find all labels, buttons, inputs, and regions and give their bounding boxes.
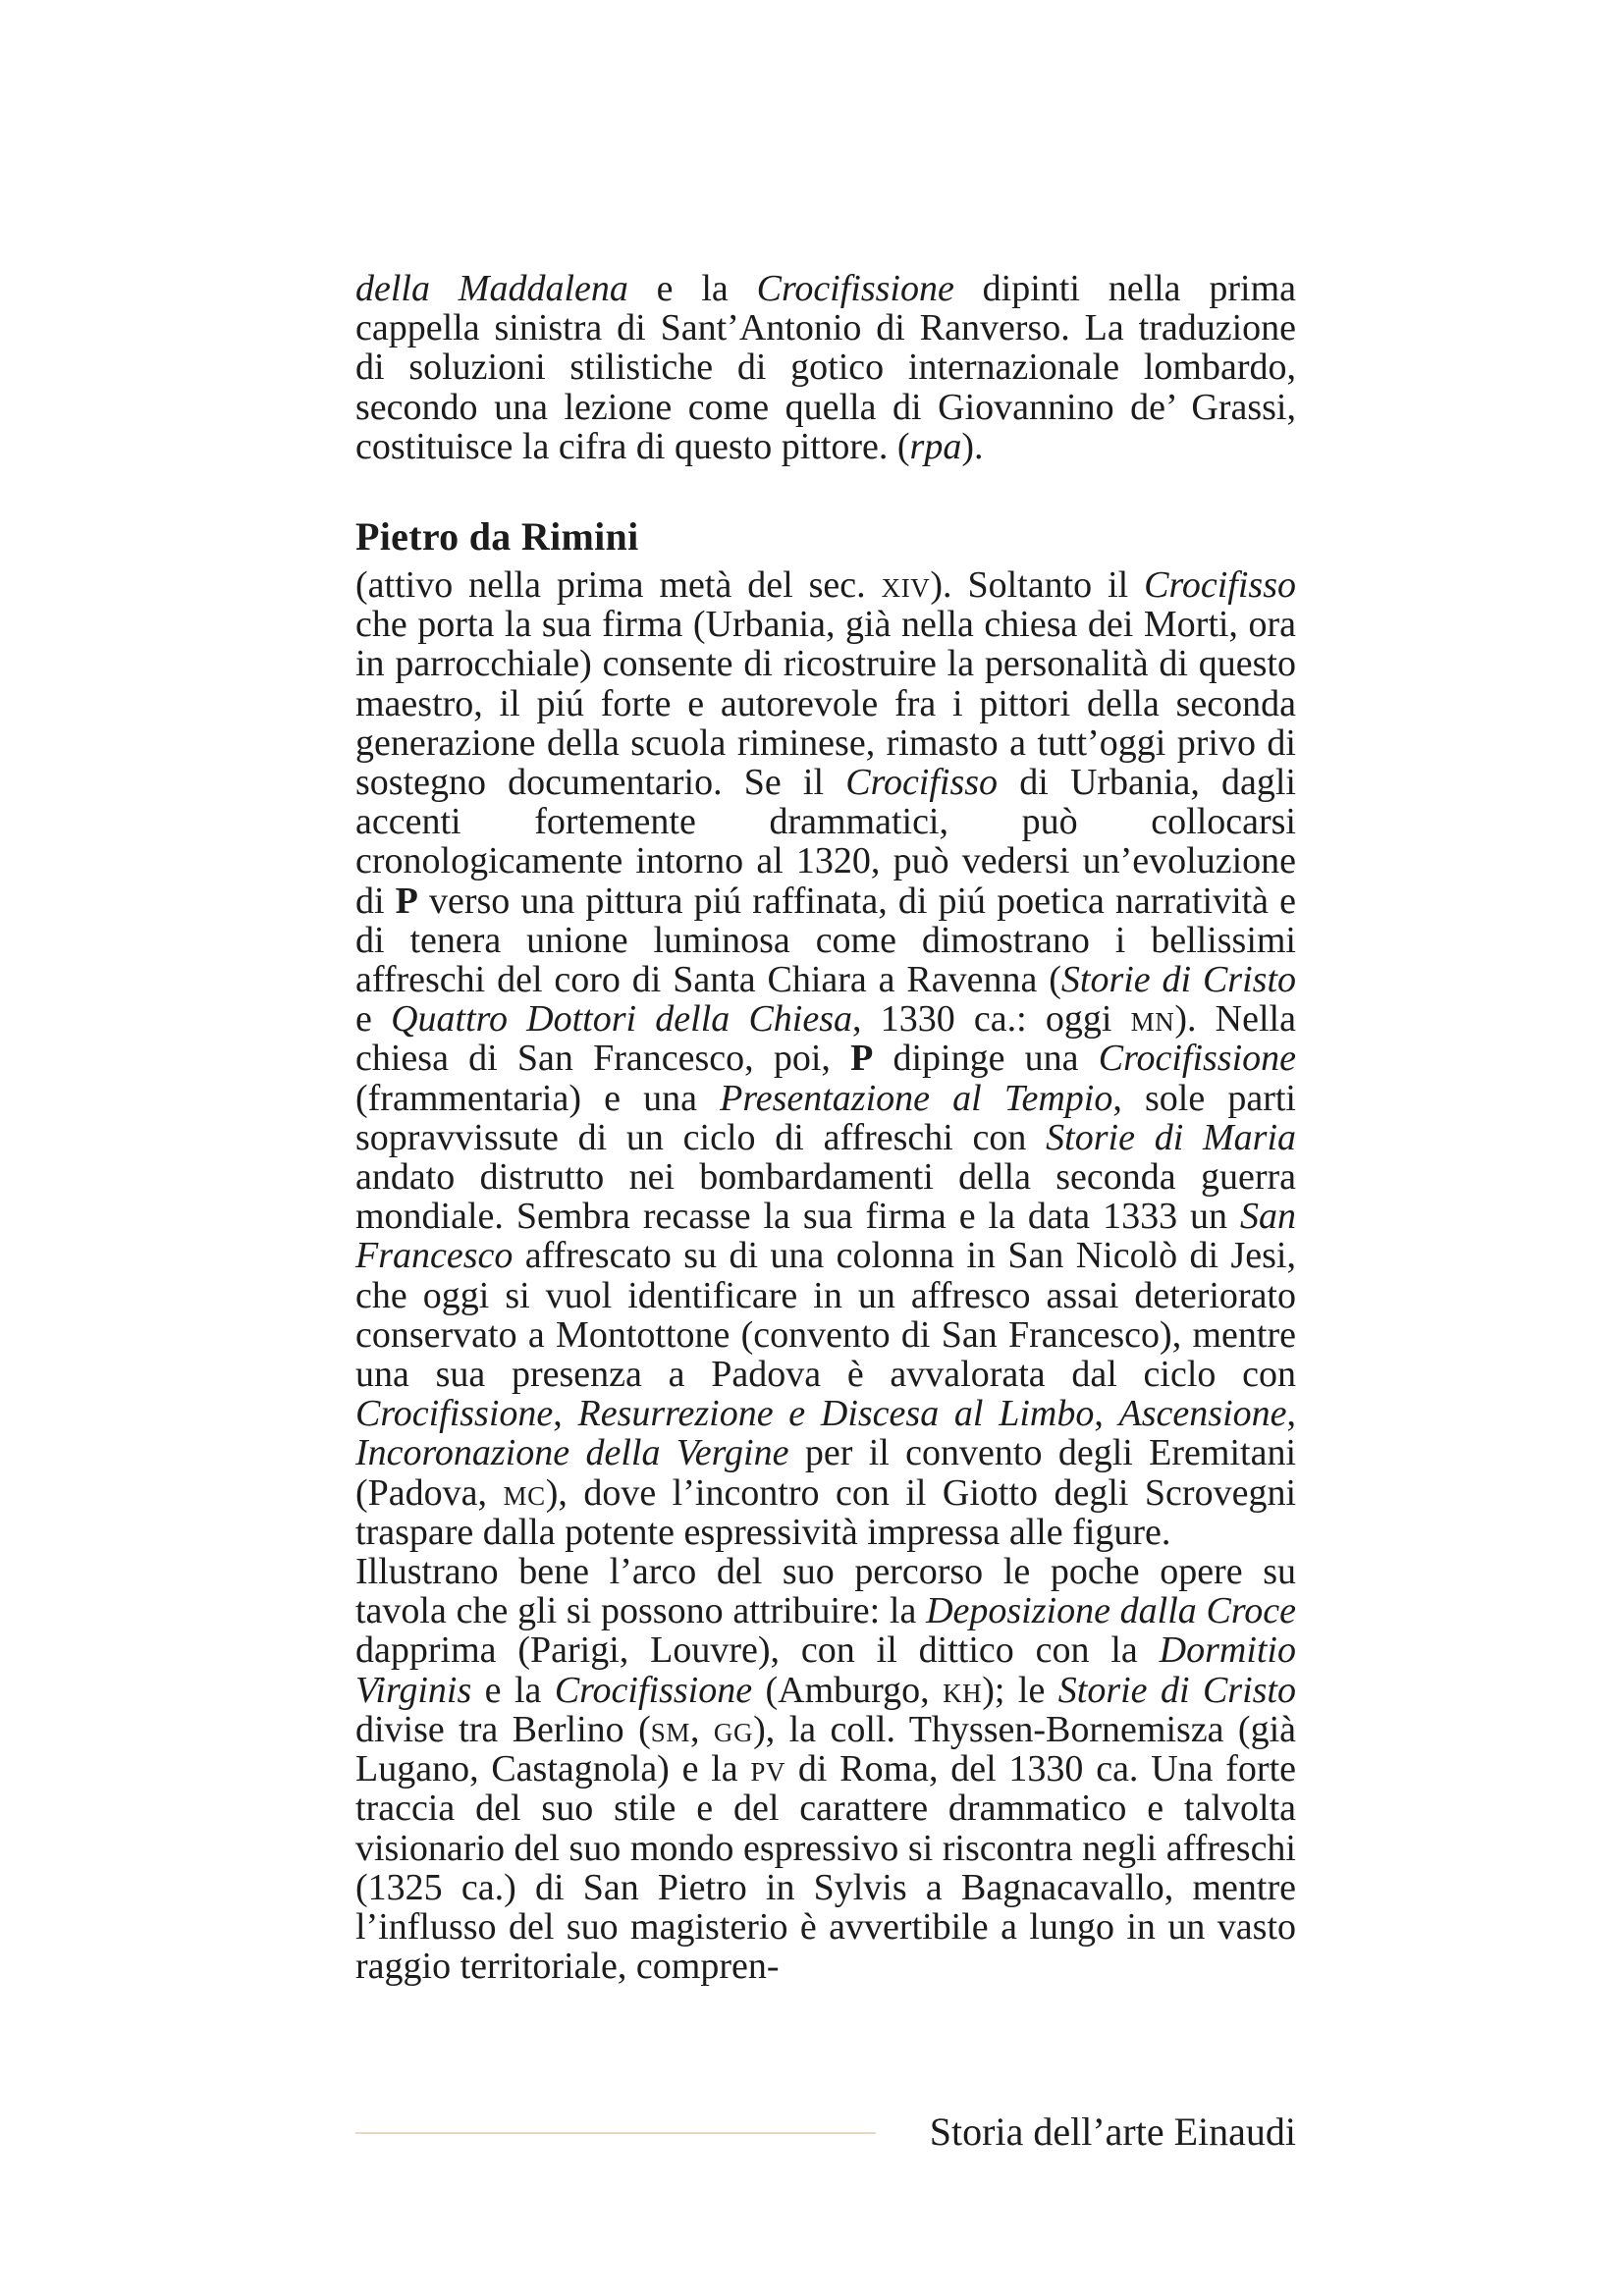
italic-run: Deposizione dalla Croce bbox=[926, 1590, 1297, 1632]
italic-run: Crocifisso bbox=[1144, 564, 1296, 606]
italic-run: Storie di Cristo bbox=[1057, 1669, 1296, 1711]
italic-run: Crocifissione bbox=[1098, 1038, 1296, 1080]
bold-run: P bbox=[850, 1038, 874, 1080]
abbreviation: kh bbox=[943, 1669, 983, 1711]
footer-rule bbox=[355, 2132, 876, 2134]
entry-paragraph-2: Illustrano bene l’arco del suo percorso le poche opere su tavola che gli si possono attribuire: la Deposizione dalla Croce dapprima (Parigi, Louvre), con il dittico con la Dormitio Virginis e la Crocifissione (Amburgo, kh); le Storie di Cristo divise tra Berlino (sm, gg), la coll. Thyssen-Bornemisza (già Lugano, Castagnola) e la pv di Roma, del 1330 ca. Una forte traccia del suo stile e del carattere drammatico e talvolta visionario del suo mondo espressivo si riscontra negli affreschi (1325 ca.) di San Pietro in Sylvis a Bagnacavallo, mentre l’influsso del suo magisterio è avvertibile a lungo in un vasto raggio territoriale, compren- bbox=[355, 1551, 1297, 1988]
abbreviation: pv bbox=[750, 1748, 786, 1790]
italic-run: Dormitio Virginis bbox=[355, 1629, 1296, 1711]
intro-paragraph: della Maddalena e la Crocifissione dipinti nella prima cappella sinistra di Sant’Antonio di Ranverso. La traduzione di soluzioni stilistiche di gotico internazionale lombardo, secondo una lezione come quella di Giovannino de’ Grassi, costituisce la cifra di questo pittore. (rpa). bbox=[355, 268, 1296, 467]
bold-run: P bbox=[395, 880, 418, 922]
italic-run: Crocifissione bbox=[756, 268, 954, 309]
italic-run: Ascensione bbox=[1118, 1393, 1287, 1435]
italic-run: Storie di Maria bbox=[1046, 1116, 1296, 1158]
entry-title: Pietro da Rimini bbox=[355, 514, 639, 559]
italic-run: Quattro Dottori della Chiesa bbox=[391, 998, 853, 1041]
italic-run: San Francesco bbox=[355, 1196, 1296, 1277]
abbreviation: mn bbox=[1130, 998, 1175, 1041]
abbreviation: sm bbox=[650, 1708, 690, 1750]
entry-body bbox=[355, 565, 1296, 1986]
italic-run: Resurrezione e Discesa al Limbo bbox=[577, 1393, 1095, 1435]
abbreviation: mc bbox=[503, 1471, 546, 1514]
italic-run: Crocifissione bbox=[554, 1669, 753, 1711]
italic-run: Incoronazione della Vergine bbox=[355, 1432, 789, 1474]
abbreviation: gg bbox=[713, 1708, 754, 1750]
abbreviation: xiv bbox=[881, 564, 931, 606]
entry-paragraph-1: (attivo nella prima metà del sec. xiv). Soltanto il Crocifisso che porta la sua firma (Urbania, già nella chiesa dei Morti, ora in parrocchiale) consente di ricostruire la personalità di questo maestro, il piú forte e autorevole fra i pittori della seconda generazione della scuola riminese, rimasto a tutt’oggi privo di sostegno documentario. Se il Crocifisso di Urbania, dagli accenti fortemente drammatici, può collocarsi cronologicamente intorno al 1320, può vedersi un’evoluzione di P verso una pittura piú raffinata, di piú poetica narratività e di tenera unione luminosa come dimostrano i bellissimi affreschi del coro di Santa Chiara a Ravenna (Storie di Cristo e Quattro Dottori della Chiesa, 1330 ca.: oggi mn). Nella chiesa di San Francesco, poi, P dipinge una Crocifissione (frammentaria) e una Presentazione al Tempio, sole parti sopravvissute di un ciclo di affreschi con Storie di Maria andato distrutto nei bombardamenti della seconda guerra mondiale. Sembra recasse la sua firma e la data 1333 un San Francesco affrescato su di una colonna in San Nicolò di Jesi, che oggi si vuol identificare in un affresco assai deteriorato conservato a Montottone (convento di San Francesco), mentre una sua presenza a Padova è avvalorata dal ciclo con Crocifissione, Resurrezione e Discesa al Limbo, Ascensione, Incoronazione della Vergine per il convento degli Eremitani (Padova, mc), dove l’incontro con il Giotto degli Scrovegni traspare dalla potente espressività impressa alle figure. bbox=[355, 564, 1297, 1553]
footer-series-title: Storia dell’arte Einaudi bbox=[929, 2109, 1296, 2154]
italic-run: Crocifisso bbox=[845, 762, 999, 804]
italic-run: Presentazione al Tempio bbox=[720, 1077, 1113, 1119]
italic-run: Crocifissione bbox=[355, 1393, 554, 1435]
italic-run: della Maddalena bbox=[355, 268, 628, 309]
intro-text bbox=[355, 269, 1296, 466]
italic-run: Storie di Cristo bbox=[1060, 959, 1296, 1001]
italic-run: rpa bbox=[909, 425, 962, 467]
